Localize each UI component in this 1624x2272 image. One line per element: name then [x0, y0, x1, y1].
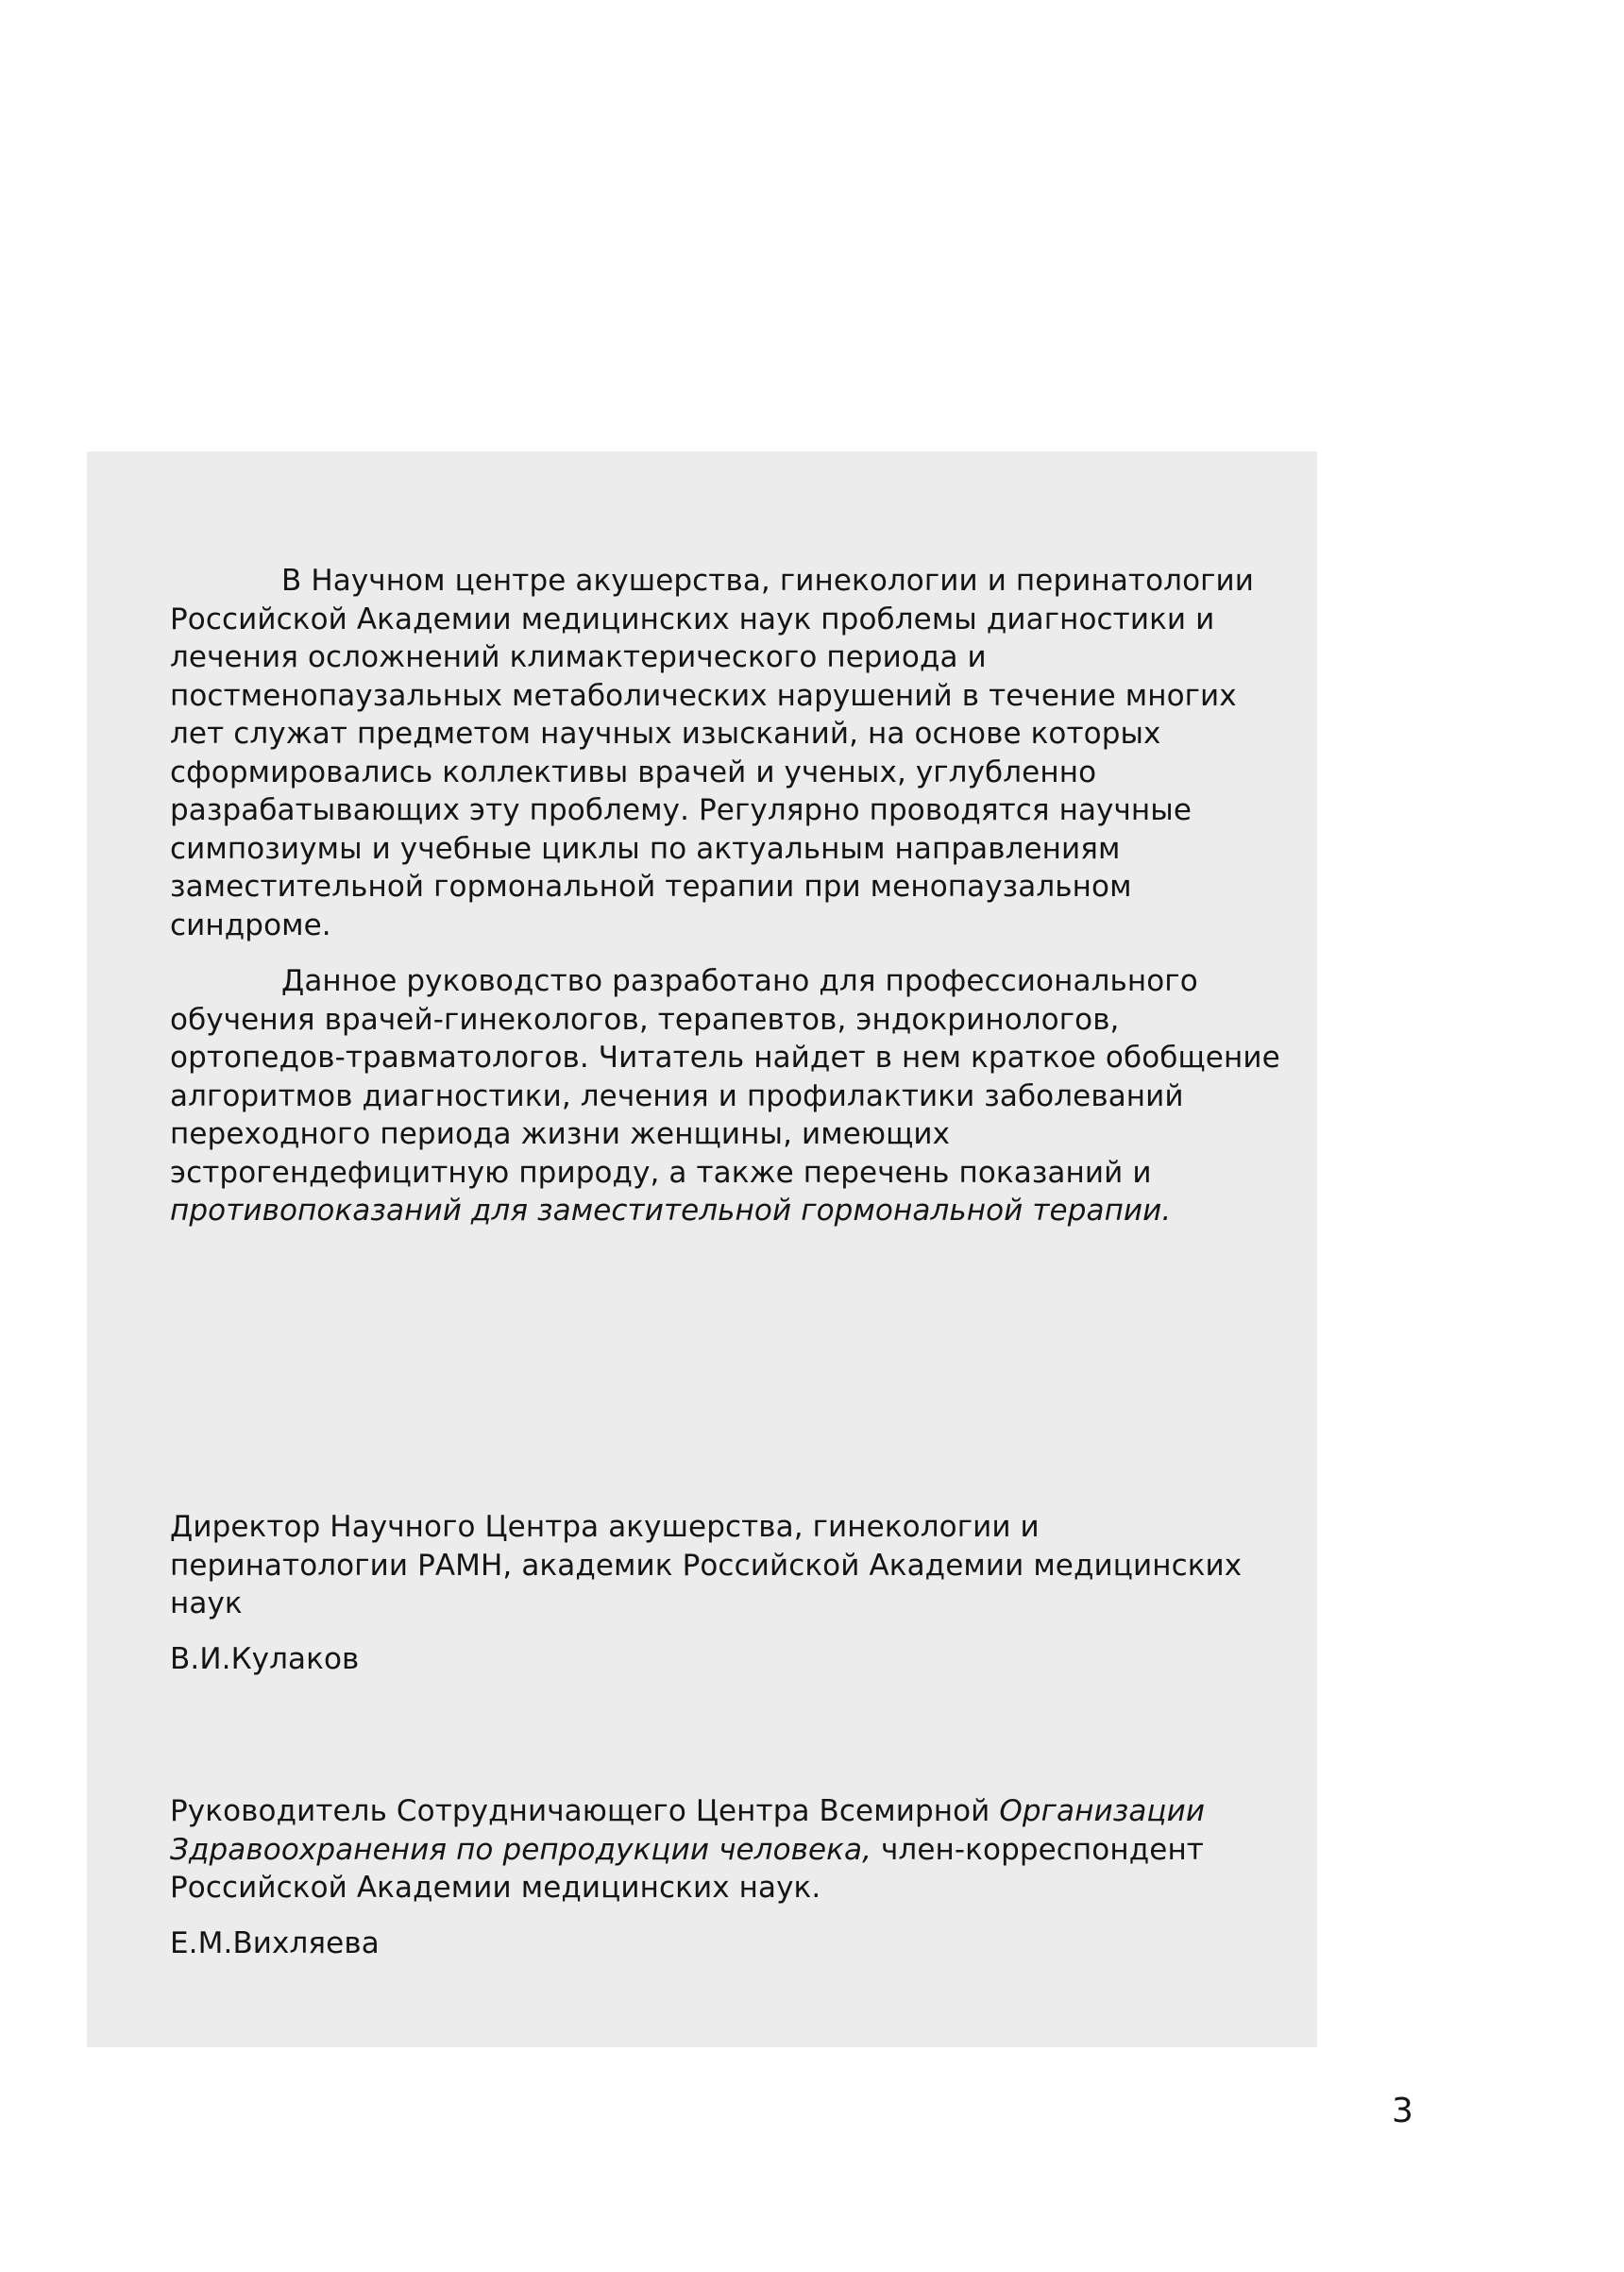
signatory-title: Директор Научного Центра акушерства, гинекологии и перинатологии РАМН, академик Российской Академии медицинских наук — [170, 1510, 1243, 1620]
signatory-name: В.И.Кулаков — [170, 1641, 360, 1676]
signatory-name: Е.М.Вихляева — [170, 1925, 380, 1960]
signatory-title-start: Руководитель Сотрудничающего Центра Всемирной — [170, 1794, 1000, 1828]
intro-paragraph-2-italic-text: противопоказаний для заместительной гормональной терапии. — [170, 1194, 1172, 1228]
signatory-title-italic: Организации Здравоохранения по репродукции человека, — [170, 1794, 1206, 1867]
signatory-vikhlyaeva — [170, 1792, 1284, 1962]
intro-section — [170, 562, 1284, 1230]
page-number: 3 — [1392, 2092, 1413, 2130]
intro-paragraph-2 — [170, 962, 1284, 1230]
intro-paragraph-1: В Научном центре акушерства, гинекологии и перинатологии Российской Академии медицинских наук проблемы диагностики и лечения осложнений климактерического периода и постменопаузальных метаболических нарушений в течение многих лет служат предметом научных изысканий, на основе которых сформировались коллективы врачей и ученых, углубленно разрабатывающих эту проблему. Регулярно проводятся научные симпозиумы и учебные циклы по актуальным направлениям заместительной гормональной терапии при менопаузальном синдроме. — [170, 564, 1255, 942]
signatory-title-end: член-корреспондент Российской Академии медицинских наук. — [170, 1832, 1204, 1905]
intro-paragraph-2-text: Данное руководство разработано для профессионального обучения врачей-гинекологов, терапевтов, эндокринологов, ортопедов-травматологов. Читатель найдет в нем краткое обобщение алгоритмов диагностики, лечения и профилактики заболеваний переходного периода жизни женщины, имеющих эстрогендефицитную природу, а также перечень показаний и — [170, 964, 1280, 1190]
signatory-title — [170, 1792, 1284, 1907]
signatory-kulakov — [170, 1508, 1284, 1678]
